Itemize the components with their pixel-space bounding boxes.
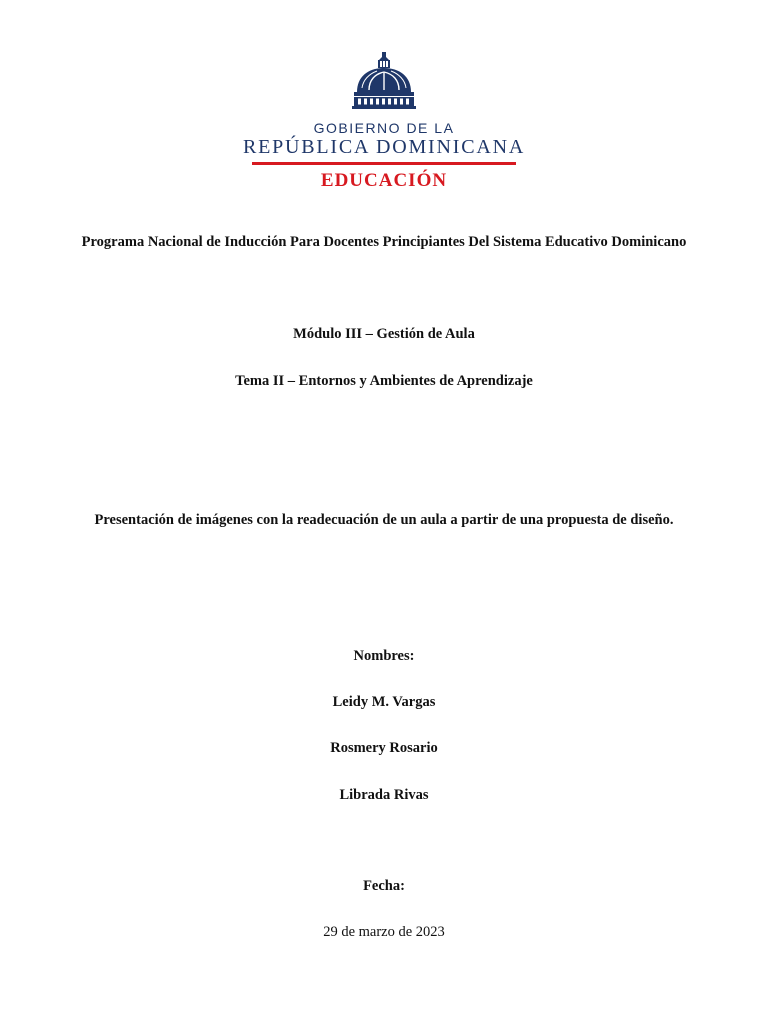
- author-name: Rosmery Rosario: [330, 740, 438, 756]
- date-value: 29 de marzo de 2023: [323, 924, 445, 940]
- author-name: Leidy M. Vargas: [332, 694, 436, 710]
- program-title: Programa Nacional de Inducción Para Docentes Principiantes Del Sistema Educativo Dominicano: [81, 234, 687, 250]
- logo-country-text: REPÚBLICA DOMINICANA: [242, 136, 526, 158]
- author-name: Librada Rivas: [339, 787, 429, 803]
- assignment-title: Presentación de imágenes con la readecuación de un aula a partir de una propuesta de diseño.: [94, 512, 674, 528]
- ministry-logo: [0, 50, 768, 195]
- logo-red-rule: [252, 162, 516, 165]
- capitol-dome-icon: [349, 50, 419, 110]
- logo-government-text: GOBIERNO DE LA: [313, 120, 455, 136]
- module-title: Módulo III – Gestión de Aula: [293, 326, 475, 342]
- logo-education-text: EDUCACIÓN: [320, 170, 448, 191]
- names-label: Nombres:: [353, 648, 415, 664]
- date-label: Fecha:: [363, 878, 405, 894]
- topic-title: Tema II – Entornos y Ambientes de Aprendizaje: [235, 373, 533, 389]
